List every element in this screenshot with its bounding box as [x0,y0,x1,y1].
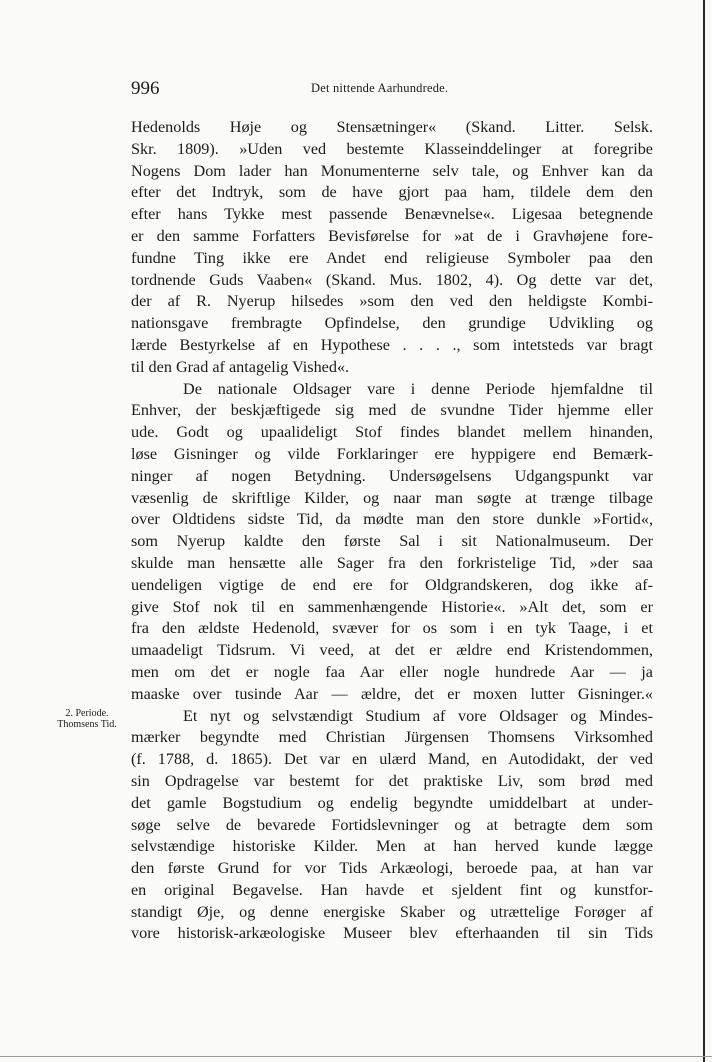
text-line: det gamle Bogstudium og endelig begyndte umiddelbart at under- [131,793,653,812]
body-text [131,117,653,945]
text-line: (f. 1788, d. 1865). Det var en ulærd Mand, en Autodidakt, der ved [131,750,653,769]
running-title: Det nittende Aarhundrede. [311,81,449,95]
text-line: Skr. 1809). »Uden ved bestemte Klasseinddelinger at foregribe [131,139,653,158]
page-edge-right [703,0,705,1062]
text-line: standigt Øje, og denne energiske Skaber og utrættelige Forøger af [131,902,653,921]
text-line: ude. Godt og upaalideligt Stof findes blandet mellem hinanden, [131,423,653,442]
text-line: vore historisk-arkæologiske Museer blev efterhaanden til sin Tids [131,924,653,943]
margin-note-line: 2. Periode. [65,708,109,719]
text-line: De nationale Oldsager vare i denne Periode hjemfaldne til [183,379,653,398]
text-line: Et nyt og selvstændigt Studium af vore Oldsager og Mindes- [183,706,653,725]
text-line: maaske over tusinde Aar — ældre, det er moxen lutter Gisninger.« [131,684,653,703]
text-line: uendeligen vigtige de end ere for Oldgrandskeren, dog ikke af- [131,575,653,594]
text-line: give Stof nok til en sammenhængende Historie«. »Alt det, som er [131,597,653,616]
text-line: tordnende Guds Vaaben« (Skand. Mus. 1802, 4). Og dette var det, [131,270,653,289]
page-header [131,78,653,102]
page-number: 996 [131,78,160,99]
margin-note-line: Thomsens Tid. [57,719,117,730]
page-edge-bottom [0,1056,712,1057]
text-line: umaadeligt Tidsrum. Vi veed, at det er ældre end Kristendommen, [131,641,653,660]
text-line: nationsgave frembragte Opfindelse, den grundige Udvikling og [131,314,653,333]
text-line: selvstændige historiske Kilder. Men at han herved kunde lægge [131,837,653,856]
text-line: en original Begavelse. Han havde et sjeldent fint og kunstfor- [131,880,653,899]
text-line: over Oldtidens sidste Tid, da mødte man den store dunkle »Fortid«, [131,510,653,529]
text-line: løse Gisninger og vilde Forklaringer ere hyppigere end Bemærk- [131,444,653,463]
text-line: efter det Indtryk, som de have gjort paa ham, tildele dem den [131,183,653,202]
margin-note [48,708,126,730]
text-line: Hedenolds Høje og Stensætninger« (Skand. Litter. Selsk. [131,118,653,136]
text-line: efter hans Tykke mest passende Benævnelse«. Ligesaa betegnende [131,205,653,224]
text-line: søge selve de bevarede Fortidslevninger og at betragte dem som [131,815,653,834]
text-line: skulde man hensætte alle Sager fra den forkristelige Tid, »der saa [131,553,653,572]
text-line: sin Opdragelse var bestemt for det praktiske Liv, som brød med [131,771,653,790]
text-line: fra den ældste Hedenold, svæver for os som i en tyk Taage, i et [131,619,653,638]
text-line: er den samme Forfatters Bevisførelse for »at de i Gravhøjene fore- [131,226,653,245]
text-line: der af R. Nyerup hilsedes »som den ved den heldigste Kombi- [131,292,653,311]
text-line: lærde Bestyrkelse af en Hypothese . . . ., som intetsteds var bragt [131,335,653,354]
text-line: den første Grund for vor Tids Arkæologi, beroede paa, at han var [131,859,653,878]
text-line: væsenlig de skriftlige Kilder, og naar man søgte at trænge tilbage [131,488,653,507]
text-line: til den Grad af antagelig Vished«. [131,357,350,376]
text-line: Enhver, der beskjæftigede sig med de svundne Tider hjemme eller [131,401,653,420]
text-line: ninger af nogen Betydning. Undersøgelsens Udgangspunkt var [131,466,653,485]
text-line: fundne Ting ikke ere Andet end religieuse Symboler paa den [131,248,653,267]
text-line: mærker begyndte med Christian Jürgensen Thomsens Virksomhed [131,728,653,747]
text-line: Nogens Dom lader han Monumenterne selv tale, og Enhver kan da [131,161,653,180]
text-line: som Nyerup kaldte den første Sal i sit Nationalmuseum. Der [131,532,653,551]
text-line: men om det er nogle faa Aar eller nogle hundrede Aar — ja [131,662,653,681]
